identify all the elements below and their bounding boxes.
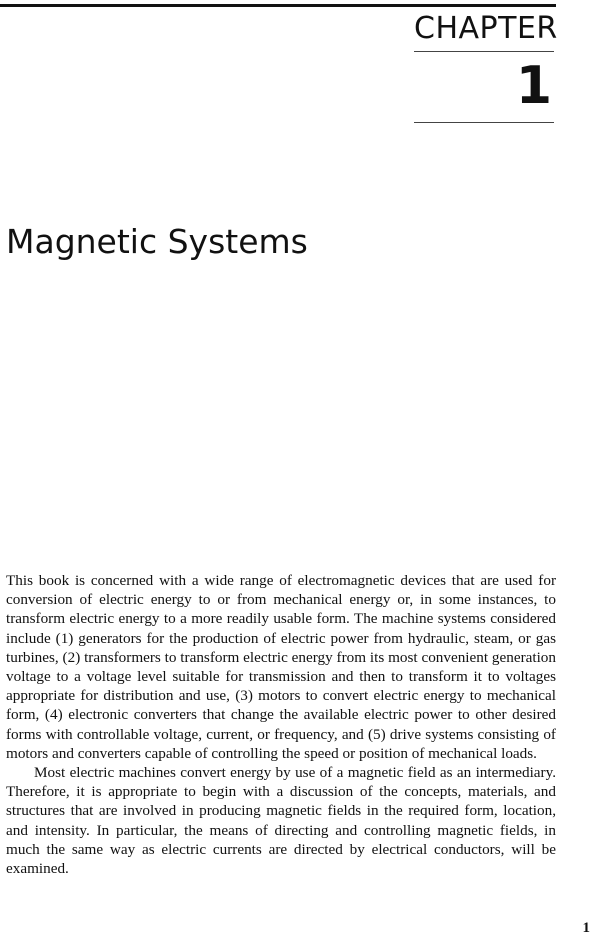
page-number: 1 xyxy=(582,920,590,936)
chapter-rule-upper xyxy=(414,51,554,52)
chapter-label: CHAPTER xyxy=(414,11,558,46)
paragraph: This book is concerned with a wide range of electromagnetic devices that are used for conversion of electric energy to or from mechanical energy or, in some instances, to transform electric energy to a more readily usable form. The machine systems considered include (1) generators for the production of electric power from hydraulic, steam, or gas turbines, (2) transformers to transform electric energy from its most convenient generation voltage to a voltage level suitable for transmission and then to transform it to voltages appropriate for distribution and use, (3) motors to convert electric energy to mechanical form, (4) electronic converters that change the available electric power to other desired forms with controllable voltage, current, or frequency, and (5) drive systems consisting of motors and converters capable of controlling the speed or position of mechanical loads. xyxy=(6,572,556,762)
top-rule xyxy=(0,4,556,7)
chapter-heading-block xyxy=(414,8,558,116)
paragraph: Most electric machines convert energy by use of a magnetic field as an intermediary. Therefore, it is appropriate to begin with a discussion of the concepts, materials, and structures that are involved in producing magnetic fields in the required form, location, and intensity. In particular, the means of directing and controlling magnetic fields, in much the same way as electric currents are directed by electrical conductors, will be examined. xyxy=(6,764,556,878)
chapter-rule-lower xyxy=(414,122,554,123)
body-text xyxy=(6,571,556,878)
chapter-number: 1 xyxy=(515,56,552,116)
chapter-title: Magnetic Systems xyxy=(6,222,308,261)
